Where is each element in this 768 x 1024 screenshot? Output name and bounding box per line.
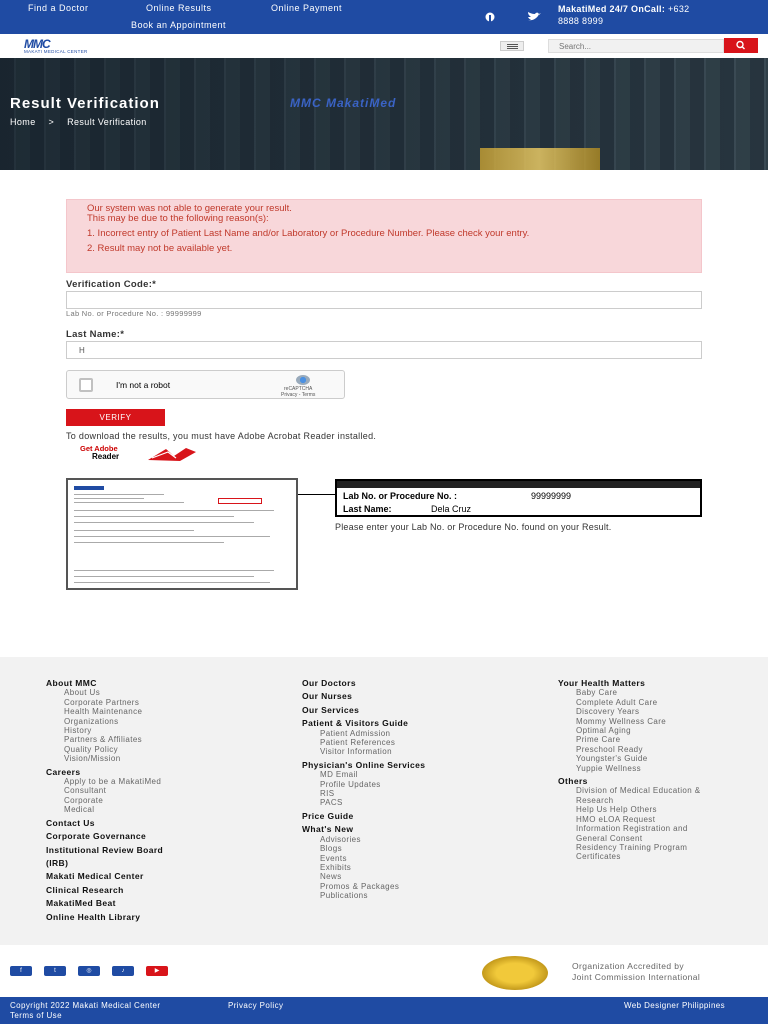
footer-link[interactable]: Help Us Help Others [576, 805, 657, 815]
adobe-reader-icon [146, 446, 198, 462]
footer-link[interactable]: Publications [320, 891, 368, 901]
footer-link[interactable]: Division of Medical Education & [576, 786, 701, 796]
footer-link[interactable]: Optimal Aging [576, 726, 632, 736]
footer-link[interactable]: General Consent [576, 833, 643, 843]
twitter-icon[interactable]: t [44, 966, 66, 976]
footer-link[interactable]: News [320, 872, 342, 882]
accreditation-text [572, 961, 700, 983]
footer-link[interactable]: Discovery Years [576, 707, 640, 717]
footer-heading-link[interactable]: Corporate Governance [46, 831, 147, 842]
footer-link[interactable]: Corporate [64, 795, 104, 805]
footer-link[interactable]: Information Registration and [576, 824, 688, 834]
sample-result-image [66, 478, 298, 590]
book-appointment-link[interactable]: Book an Appointment [131, 20, 227, 30]
footer-link[interactable]: Prime Care [576, 735, 621, 745]
lab-number-callout [335, 479, 702, 517]
oncall-info [558, 3, 689, 27]
footer-link[interactable]: Advisories [320, 834, 361, 844]
footer-link[interactable]: Profile Updates [320, 779, 381, 789]
alert-line-2: This may be due to the following reason(s): [87, 213, 269, 224]
logo-text: MAKATI MEDICAL CENTER [24, 49, 88, 54]
footer-heading-link[interactable]: Your Health Matters [558, 678, 646, 688]
footer-link[interactable]: Quality Policy [64, 744, 119, 754]
menu-toggle-button[interactable] [500, 41, 524, 51]
jci-seal-icon [482, 956, 548, 990]
accreditation-line-1: Organization Accredited by [572, 961, 684, 971]
recaptcha-label: I'm not a robot [116, 380, 171, 390]
find-doctor-link[interactable]: Find a Doctor [28, 3, 89, 13]
bottom-bar [0, 997, 768, 1024]
accreditation-line-2: Joint Commission International [572, 972, 701, 982]
recaptcha-brand: reCAPTCHA [284, 386, 313, 392]
lab-number-value: 99999999 [531, 491, 572, 501]
recaptcha-widget [66, 370, 345, 399]
footer-heading-link[interactable]: What's New [302, 824, 354, 835]
nav-bar [0, 34, 768, 58]
footer-heading-link[interactable]: About MMC [46, 678, 97, 688]
footer-link[interactable]: Complete Adult Care [576, 697, 658, 707]
callout-line [298, 494, 336, 495]
sample-last-name-label: Last Name: [343, 504, 392, 514]
footer-link[interactable]: Partners & Affiliates [64, 735, 143, 745]
page-title: Result Verification [10, 95, 160, 112]
last-name-input[interactable]: H [66, 341, 702, 359]
recaptcha-checkbox[interactable] [79, 378, 93, 392]
footer-heading-link[interactable]: Patient & Visitors Guide [302, 718, 409, 729]
verification-code-input[interactable] [66, 291, 702, 309]
instagram-icon[interactable]: ◎ [78, 966, 100, 976]
footer-link[interactable]: Medical [64, 805, 95, 815]
adobe-badge [80, 445, 119, 461]
footer-heading-link[interactable]: Physician's Online Services [302, 759, 426, 770]
footer-link[interactable]: Research [576, 795, 614, 805]
search-button[interactable] [724, 38, 758, 53]
youtube-icon[interactable]: ▶ [146, 966, 168, 976]
get-adobe-reader-button[interactable] [80, 445, 198, 463]
lab-number-note: Please enter your Lab No. or Procedure No. found on your Result. [335, 522, 612, 532]
footer-link[interactable]: History [64, 726, 92, 736]
footer-link[interactable]: Exhibits [320, 862, 352, 872]
lab-number-label: Lab No. or Procedure No. : [343, 491, 458, 501]
footer-heading-link[interactable]: Price Guide [302, 810, 354, 821]
copyright-text: Copyright 2022 Makati Medical Center [10, 1001, 161, 1010]
footer-column-services [302, 679, 532, 901]
footer-link[interactable]: PACS [320, 798, 343, 808]
footer-heading-link[interactable]: MakatiMed Beat [46, 898, 116, 909]
footer-link[interactable]: Corporate Partners [64, 697, 140, 707]
breadcrumb-home[interactable]: Home [10, 117, 36, 127]
footer-link[interactable]: Health Maintenance [64, 707, 143, 717]
breadcrumb [10, 117, 157, 127]
site-logo[interactable] [24, 39, 88, 54]
footer-link[interactable]: Yuppie Wellness [576, 763, 641, 773]
top-bar [0, 0, 768, 34]
footer-link[interactable]: About Us [64, 688, 101, 698]
recaptcha-links[interactable]: Privacy - Terms [281, 392, 316, 398]
footer-link[interactable]: Events [320, 853, 347, 863]
oncall-label: MakatiMed 24/7 OnCall: [558, 4, 666, 14]
breadcrumb-current: Result Verification [67, 117, 147, 127]
oncall-number-prefix[interactable]: +632 [667, 4, 690, 14]
hamburger-icon [507, 44, 518, 45]
logo-mark: MMC [24, 37, 50, 51]
footer-heading-link[interactable]: Online Health Library [46, 911, 141, 922]
footer-heading-link[interactable]: Careers [46, 766, 81, 777]
footer-column-health [558, 679, 763, 862]
footer-link[interactable]: Patient References [320, 738, 396, 748]
last-name-label: Last Name:* [66, 329, 125, 340]
footer-heading-link[interactable]: Clinical Research [46, 884, 124, 895]
recaptcha-branding [281, 386, 315, 398]
footer-link[interactable]: Promos & Packages [320, 881, 400, 891]
search-icon [724, 38, 758, 53]
footer-link[interactable]: Patient Admission [320, 728, 391, 738]
footer-heading-link[interactable]: Contact Us [46, 817, 95, 828]
tiktok-icon[interactable]: ♪ [112, 966, 134, 976]
footer-heading-link[interactable]: Our Services [302, 704, 360, 715]
footer-link[interactable]: Vision/Mission [64, 754, 121, 764]
footer-heading-link[interactable]: Our Doctors [302, 678, 356, 688]
footer-heading-link[interactable]: (IRB) [46, 857, 69, 868]
search-input[interactable] [548, 39, 724, 53]
footer-link[interactable]: Consultant [64, 786, 107, 796]
alert-reason-2: 2. Result may not be available yet. [87, 243, 233, 254]
footer-link[interactable]: Blogs [320, 844, 343, 854]
web-designer-link[interactable]: Web Designer Philippines [624, 1001, 726, 1010]
verification-code-hint: Lab No. or Procedure No. : 99999999 [66, 309, 202, 318]
alert-reason-1: 1. Incorrect entry of Patient Last Name and/or Laboratory or Procedure Number. Please check your entry. [87, 228, 530, 239]
footer-link[interactable]: Organizations [64, 716, 119, 726]
download-note: To download the results, you must have Adobe Acrobat Reader installed. [66, 431, 377, 441]
adobe-reader-label: Reader [92, 452, 120, 461]
oncall-number[interactable]: 8888 8999 [558, 16, 604, 26]
footer-link[interactable]: Residency Training Program [576, 842, 688, 852]
footer-link[interactable]: HMO eLOA Request [576, 814, 656, 824]
hero-banner [0, 58, 768, 170]
hero-light [480, 148, 600, 170]
facebook-icon[interactable] [483, 12, 497, 22]
recaptcha-logo-icon [296, 375, 310, 385]
adobe-get-label: Get Adobe [80, 444, 118, 453]
verification-code-label: Verification Code:* [66, 279, 157, 290]
online-results-link[interactable]: Online Results [146, 3, 212, 13]
footer-column-about [46, 679, 276, 922]
footer-link[interactable]: Preschool Ready [576, 744, 643, 754]
sample-last-name-value: Dela Cruz [431, 504, 472, 514]
twitter-icon[interactable] [527, 12, 541, 22]
footer-link[interactable]: Mommy Wellness Care [576, 716, 667, 726]
verify-button[interactable]: VERIFY [66, 409, 165, 426]
footer-heading-link[interactable]: Makati Medical Center [46, 871, 144, 882]
error-alert [66, 199, 702, 273]
online-payment-link[interactable]: Online Payment [271, 3, 343, 13]
terms-of-use-link[interactable]: Terms of Use [10, 1011, 62, 1020]
footer-link[interactable]: Baby Care [576, 688, 618, 698]
footer-heading-link[interactable]: Others [558, 776, 588, 787]
footer-heading-link[interactable]: Institutional Review Board [46, 844, 164, 855]
footer-link[interactable]: RIS [320, 789, 335, 799]
hero-building-sign: MMC MakatiMed [290, 96, 397, 110]
footer-link[interactable]: Apply to be a MakatiMed [64, 777, 162, 787]
footer-link[interactable]: Visitor Information [320, 747, 392, 757]
alert-line-1: Our system was not able to generate your result. [87, 203, 292, 214]
privacy-policy-link[interactable]: Privacy Policy [228, 1001, 284, 1010]
facebook-icon[interactable]: f [10, 966, 32, 976]
footer-link[interactable]: Certificates [576, 852, 621, 862]
footer-heading-link[interactable]: Our Nurses [302, 691, 353, 702]
breadcrumb-separator: > [48, 117, 55, 127]
footer-link[interactable]: MD Email [320, 770, 358, 780]
footer-link[interactable]: Youngster's Guide [576, 754, 648, 764]
